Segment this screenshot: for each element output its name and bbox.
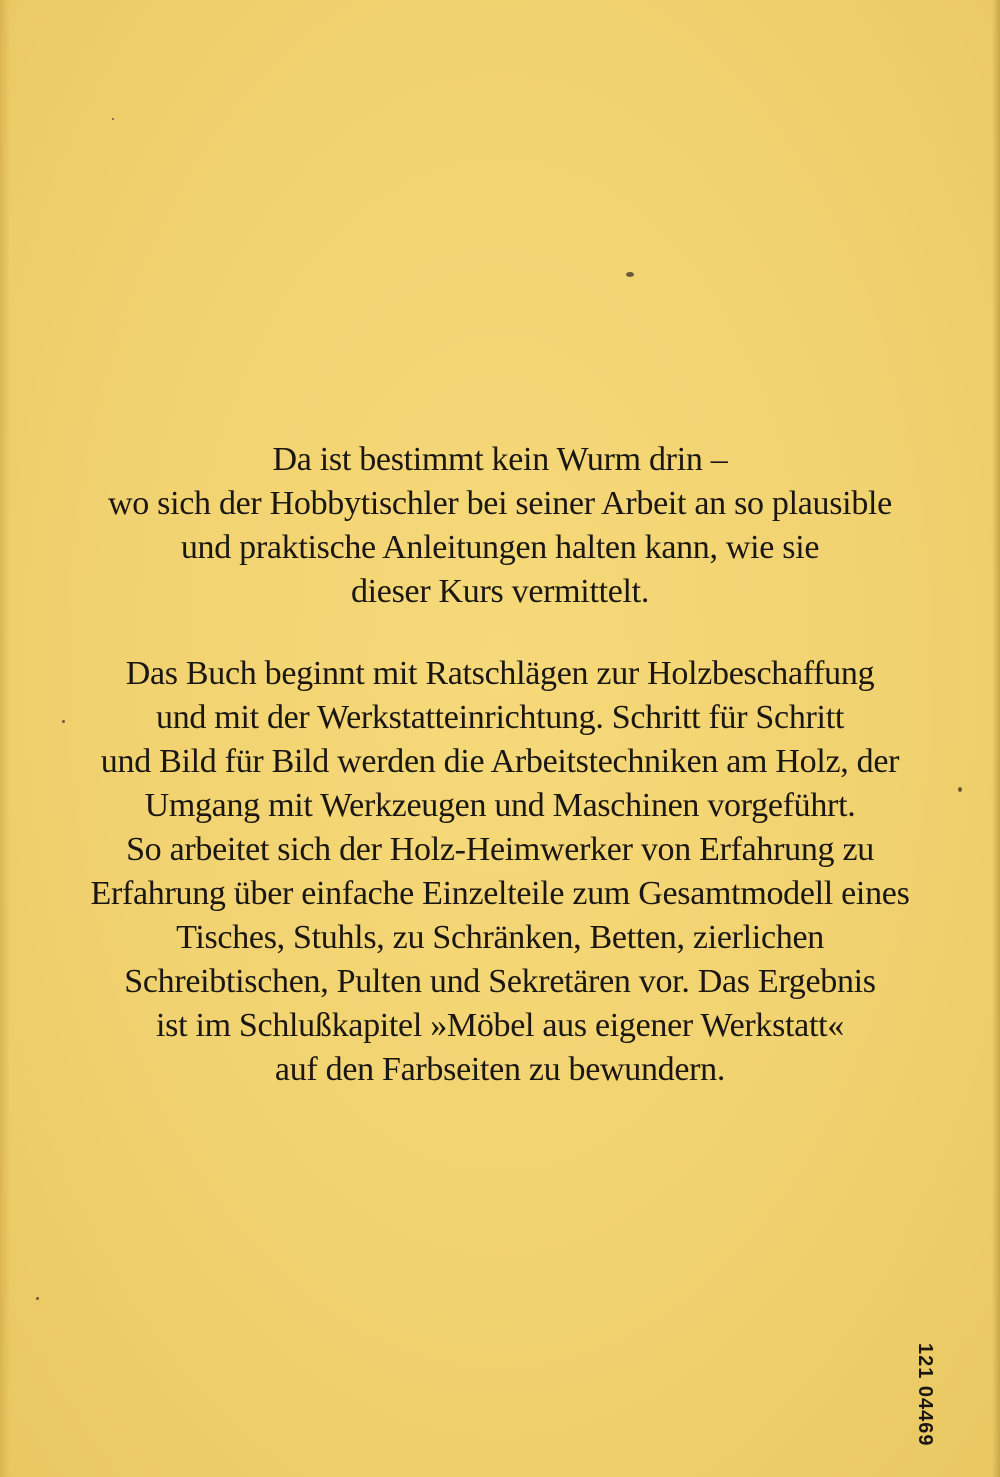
paper-speck xyxy=(112,118,114,120)
blurb-line: ist im Schlußkapitel »Möbel aus eigener Werkstatt« xyxy=(156,1007,844,1044)
cover-right-edge xyxy=(992,0,1000,1477)
cover-left-edge xyxy=(0,0,10,1477)
paper-speck xyxy=(36,1297,39,1300)
blurb-line: Da ist bestimmt kein Wurm drin – xyxy=(272,441,728,478)
blurb-paragraph-intro xyxy=(60,438,940,614)
paper-speck xyxy=(958,787,962,792)
blurb-line: auf den Farbseiten zu bewundern. xyxy=(274,1051,726,1088)
blurb-line: und mit der Werkstatteinrichtung. Schritt für Schritt xyxy=(156,699,844,736)
blurb-line: So arbeitet sich der Holz-Heimwerker von Erfahrung zu xyxy=(126,831,874,868)
catalog-number: 121 04469 xyxy=(914,1343,936,1447)
blurb-line: und Bild für Bild werden die Arbeitstechniken am Holz, der xyxy=(100,743,900,780)
blurb-line: Schreibtischen, Pulten und Sekretären vor. Das Ergebnis xyxy=(124,963,876,1000)
blurb-line: und praktische Anleitungen halten kann, wie sie xyxy=(180,529,820,566)
blurb-line: Das Buch beginnt mit Ratschlägen zur Holzbeschaffung xyxy=(125,655,875,692)
blurb-line: Erfahrung über einfache Einzelteile zum Gesamtmodell eines xyxy=(90,875,910,912)
blurb-line: wo sich der Hobbytischler bei seiner Arbeit an so plausible xyxy=(108,485,892,522)
blurb-line: dieser Kurs vermittelt. xyxy=(350,573,650,610)
blurb-line: Tisches, Stuhls, zu Schränken, Betten, zierlichen xyxy=(176,919,824,956)
blurb-paragraph-description xyxy=(60,652,940,1092)
blurb-line: Umgang mit Werkzeugen und Maschinen vorgeführt. xyxy=(144,787,856,824)
paper-speck xyxy=(626,272,634,277)
